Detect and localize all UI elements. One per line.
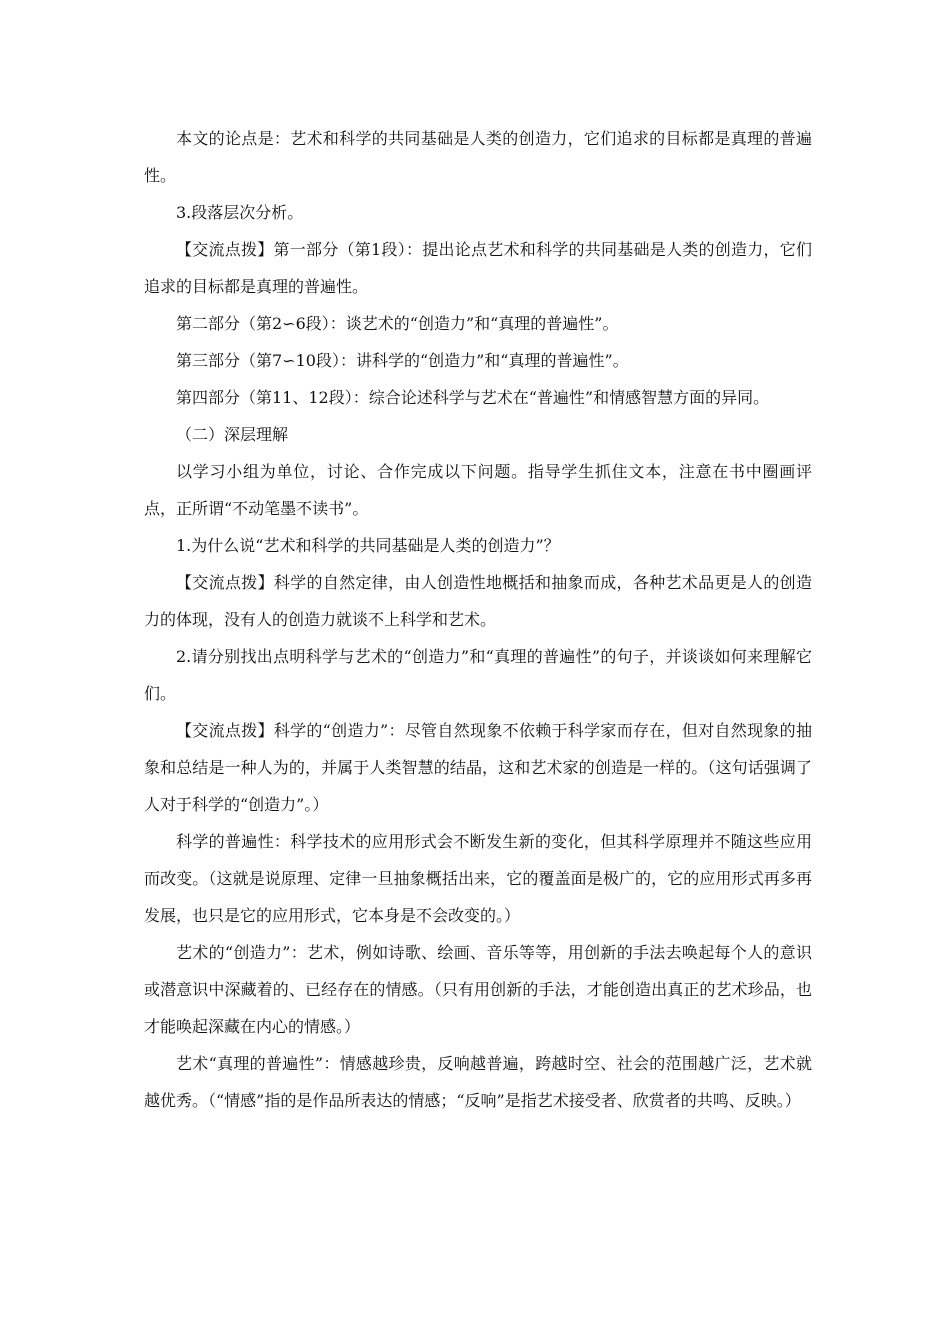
answer-one: 【交流点拨】科学的自然定律，由人创造性地概括和抽象而成，各种艺术品更是人的创造力的体现，没有人的创造力就谈不上科学和艺术。 [144,573,812,629]
question-two: 2.请分别找出点明科学与艺术的“创造力”和“真理的普遍性”的句子，并谈谈如何来理解它们。 [144,647,812,703]
paragraph-thesis: 本文的论点是：艺术和科学的共同基础是人类的创造力，它们追求的目标都是真理的普遍性。 [144,129,812,185]
answer-science-universality: 科学的普遍性：科学技术的应用形式会不断发生新的变化，但其科学原理并不随这些应用而改变。（这就是说原理、定律一旦抽象概括出来，它的覆盖面是极广的，它的应用形式再多再发展，也只是它的应用形式，它本身是不会改变的。） [144,832,812,925]
document-body [144,120,812,1119]
paragraph-group-task: 以学习小组为单位，讨论、合作完成以下问题。指导学生抓住文本，注意在书中圈画评点，正所谓“不动笔墨不读书”。 [144,462,812,518]
answer-art-creativity: 艺术的“创造力”：艺术，例如诗歌、绘画、音乐等等，用创新的手法去唤起每个人的意识或潜意识中深藏着的、已经存在的情感。（只有用创新的手法，才能创造出真正的艺术珍品，也才能唤起深藏在内心的情感。） [144,943,812,1036]
paragraph-part-two: 第二部分（第2∽6段）：谈艺术的“创造力”和“真理的普遍性”。 [176,314,619,333]
paragraph-part-three: 第三部分（第7∽10段）：讲科学的“创造力”和“真理的普遍性”。 [176,351,629,370]
section-heading-deep-understanding: （二）深层理解 [176,425,289,444]
answer-science-creativity: 【交流点拨】科学的“创造力”：尽管自然现象不依赖于科学家而存在，但对自然现象的抽象和总结是一种人为的，并属于人类智慧的结晶，这和艺术家的创造是一样的。（这句话强调了人对于科学的“创造力”。） [144,721,812,814]
question-one: 1.为什么说“艺术和科学的共同基础是人类的创造力”？ [176,536,560,555]
paragraph-part-one: 【交流点拨】第一部分（第1段）：提出论点艺术和科学的共同基础是人类的创造力，它们追求的目标都是真理的普遍性。 [144,240,812,296]
answer-art-universality: 艺术“真理的普遍性”：情感越珍贵，反响越普遍，跨越时空、社会的范围越广泛，艺术就越优秀。（“情感”指的是作品所表达的情感；“反响”是指艺术接受者、欣赏者的共鸣、反映。） [144,1054,812,1110]
paragraph-part-four: 第四部分（第11、12段）：综合论述科学与艺术在“普遍性”和情感智慧方面的异同。 [176,388,770,407]
paragraph-structure-heading: 3.段落层次分析。 [176,203,304,222]
